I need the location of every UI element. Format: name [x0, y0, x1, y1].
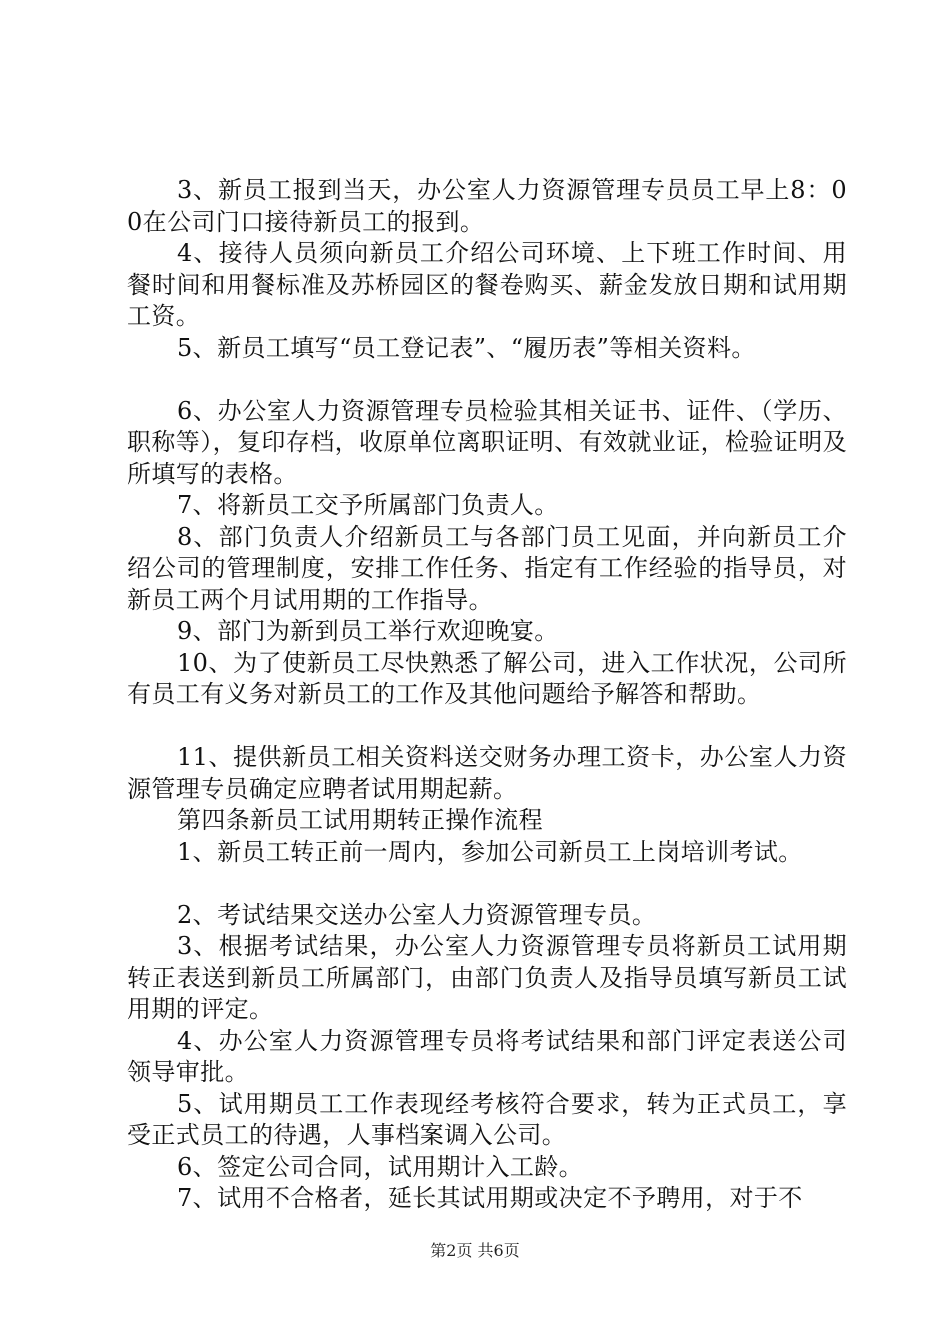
page-number: 第2页 共6页	[430, 1241, 520, 1260]
paragraph-5: 7、将新员工交予所属部门负责人。	[177, 491, 559, 519]
paragraph-11: 1、新员工转正前一周内，参加公司新员工上岗培训考试。	[177, 837, 803, 866]
paragraph-14: 4、办公室人力资源管理专员将考试结果和部门评定表送公司领导审批。	[127, 1026, 847, 1086]
paragraph-12: 2、考试结果交送办公室人力资源管理专员。	[177, 900, 657, 929]
paragraph-1: 3、新员工报到当天，办公室人力资源管理专员员工早上8：00在公司门口接待新员工的报到。	[127, 176, 847, 236]
paragraph-9: 11、提供新员工相关资料送交财务办理工资卡，办公室人力资源管理专员确定应聘者试用期起薪。	[127, 743, 847, 803]
document-body	[127, 175, 847, 1215]
paragraph-4: 6、办公室人力资源管理专员检验其相关证书、证件、（学历、职称等），复印存档，收原单位离职证明、有效就业证，检验证明及所填写的表格。	[127, 396, 847, 488]
paragraph-6: 8、部门负责人介绍新员工与各部门员工见面，并向新员工介绍公司的管理制度，安排工作任务、指定有工作经验的指导员，对新员工两个月试用期的工作指导。	[127, 522, 847, 614]
paragraph-13: 3、根据考试结果，办公室人力资源管理专员将新员工试用期转正表送到新员工所属部门，由部门负责人及指导员填写新员工试用期的评定。	[127, 932, 847, 1023]
page-footer	[0, 1241, 950, 1261]
paragraph-3: 5、新员工填写“员工登记表”、“履历表”等相关资料。	[177, 333, 756, 362]
section-heading: 第四条新员工试用期转正操作流程	[177, 806, 543, 834]
paragraph-2: 4、接待人员须向新员工介绍公司环境、上下班工作时间、用餐时间和用餐标准及苏桥园区的餐卷购买、薪金发放日期和试用期工资。	[127, 239, 847, 330]
paragraph-7: 9、部门为新到员工举行欢迎晚宴。	[177, 617, 559, 645]
paragraph-16: 6、签定公司合同，试用期计入工龄。	[177, 1152, 584, 1181]
paragraph-15: 5、试用期员工工作表现经考核符合要求，转为正式员工，享受正式员工的待遇，人事档案调入公司。	[127, 1089, 847, 1149]
paragraph-17: 7、试用不合格者，延长其试用期或决定不予聘用，对于不	[177, 1184, 803, 1212]
paragraph-8: 10、为了使新员工尽快熟悉了解公司，进入工作状况，公司所有员工有义务对新员工的工作及其他问题给予解答和帮助。	[127, 648, 847, 708]
